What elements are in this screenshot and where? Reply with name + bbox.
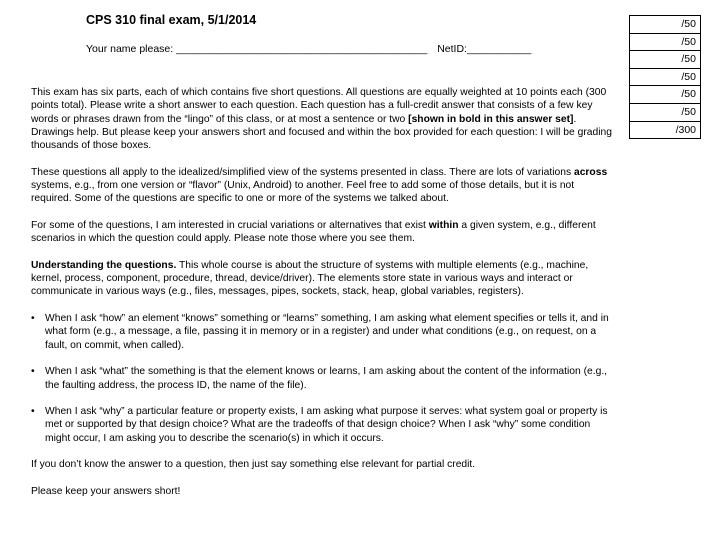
partial-credit-paragraph: If you don’t know the answer to a question, then just say something else relevant for partial credit. (31, 459, 476, 471)
score-table (629, 15, 701, 139)
emphasis-across: across (573, 166, 608, 178)
understanding-paragraph: Understanding the questions. This whole course is about the structure of systems with multiple elements (e.g., machine, kernel, process, component, procedure, thread, device/driver). The elements store state in various ways and interact or communicate in various ways (e.g., files, messages, pipes, sockets, stack, heap, global variables, registers). (31, 259, 589, 298)
score-cell-part-1: /50 (630, 16, 700, 34)
name-line (86, 43, 531, 56)
score-cell-part-2: /50 (630, 34, 700, 52)
list-item: • When I ask “why” a particular feature or property exists, I am asking what purpose it serves: what system goal or property is met or supported by that design choice? What are the tradeoffs of that design choice? When I ask “why” some condition might occur, I am asking you to describe the scenario(s) in which it occurs. (31, 406, 608, 444)
variations-paragraph: These questions all apply to the idealized/simplified view of the systems presented in class. There are lots of variations across systems, e.g., from one version or “flavor” (Unix, Android) to another. Feel free to add some of those details, but it is not required. Some of the questions are specific to one or more of the systems we talked about. (31, 166, 608, 205)
within-paragraph: For some of the questions, I am interested in crucial variations or alternatives that exist within a given system, e.g., different scenarios in which the question could apply. Please note those where you see them. (31, 219, 596, 245)
bullet-icon: • (31, 406, 35, 418)
list-item: • When I ask “what” the something is that the element knows or learns, I am asking about the content of the information (e.g., the faulting address, the process ID, the name of the file). (31, 366, 608, 391)
name-field[interactable]: Your name please: ___________________________________________ (86, 43, 428, 55)
closing-paragraph: Please keep your answers short! (31, 485, 181, 497)
emphasis-within: within (428, 219, 459, 231)
score-cell-part-6: /50 (630, 104, 700, 122)
understanding-heading: Understanding the questions. (31, 259, 177, 271)
intro-paragraph: This exam has six parts, each of which contains five short questions. All questions are equally weighted at 10 points each (300 points total). Please write a short answer to each question. Each question has a full-credit answer that consists of a few key words or phrases drawn from the “lingo” of this class, or at most a sentence or two [shown in bold in this answer set]. Drawings help. But please keep your answers short and focused and within the box provided for each question: I will be grading thousands of those boxes. (31, 87, 612, 152)
emphasis-bold: [shown in bold in this answer set] (408, 113, 574, 125)
bullet-icon: • (31, 366, 35, 378)
score-cell-part-4: /50 (630, 69, 700, 87)
instructions (31, 86, 616, 512)
score-cell-total: /300 (630, 122, 700, 140)
bullet-icon: • (31, 313, 35, 325)
netid-field[interactable]: NetID:___________ (437, 43, 532, 55)
list-item: • When I ask “how” an element “knows” something or “learns” something, I am asking what element specifies or tells it, and in what form (e.g., a message, a file, passing it in memory or in a register) and under what conditions (e.g., on request, on a fault, on commit, when called). (31, 313, 609, 351)
score-cell-part-3: /50 (630, 51, 700, 69)
score-cell-part-5: /50 (630, 86, 700, 104)
exam-title: CPS 310 final exam, 5/1/2014 (86, 13, 257, 27)
